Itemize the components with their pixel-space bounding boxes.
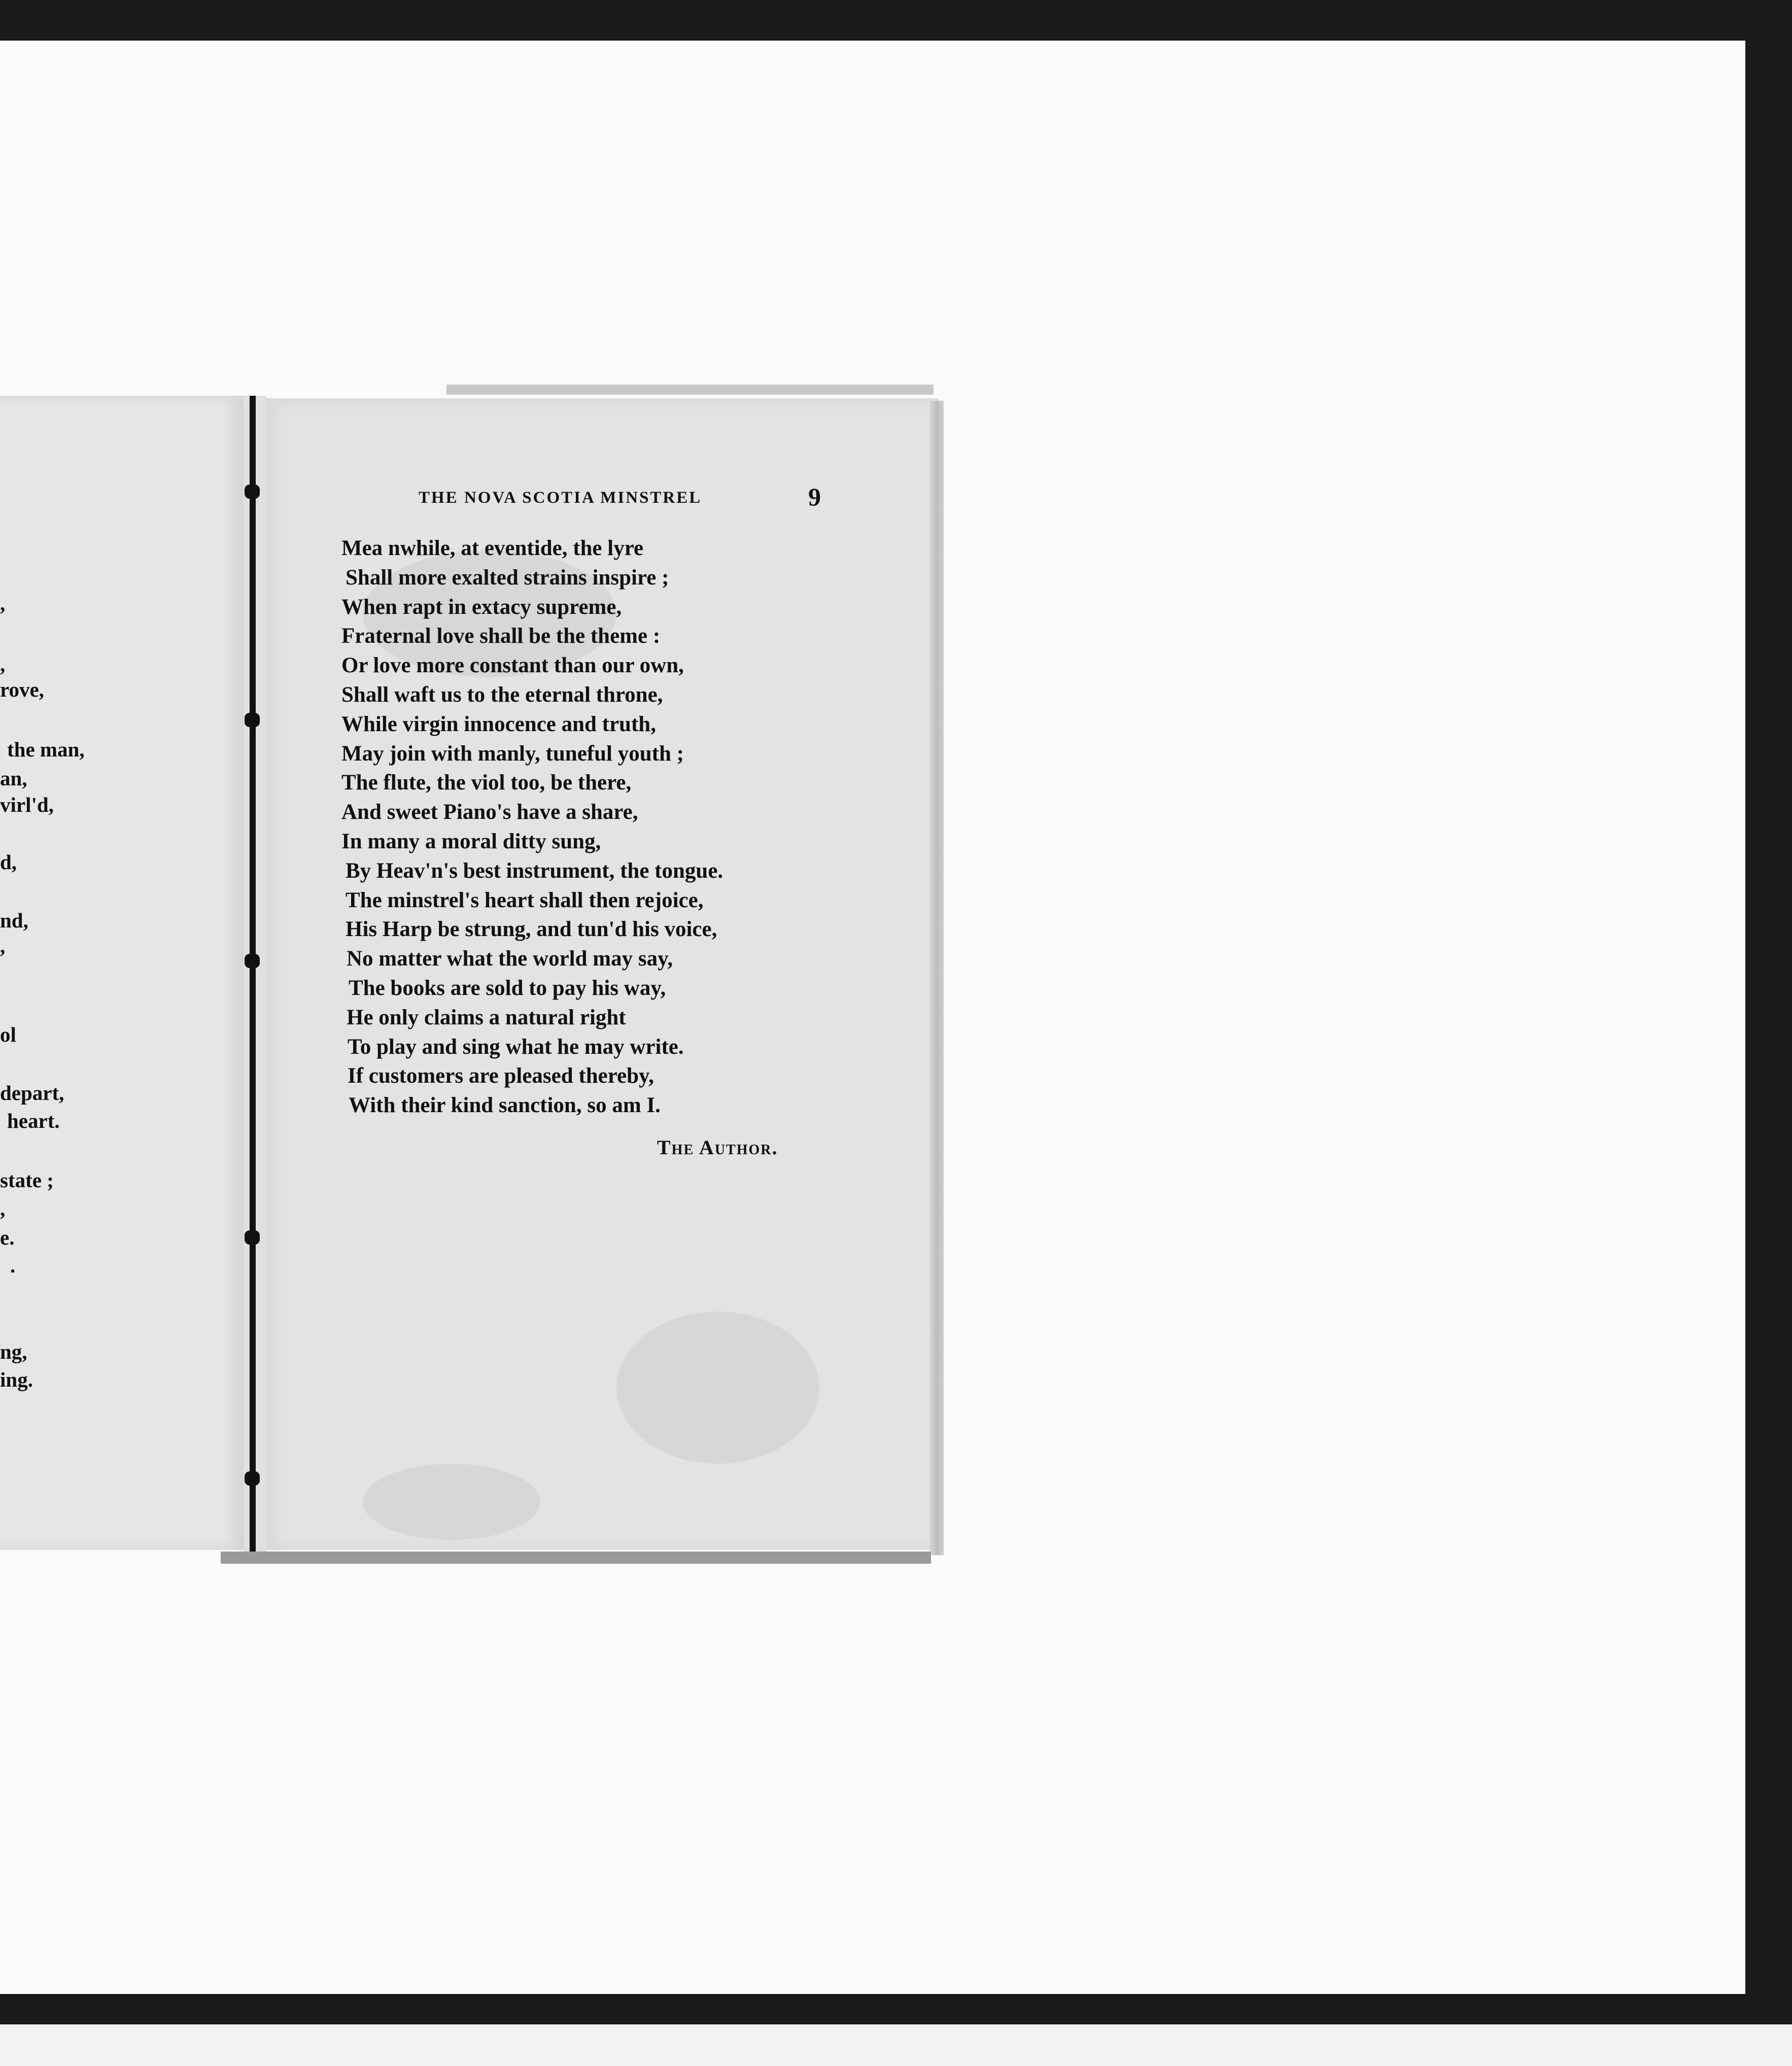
paper-smudge xyxy=(363,1464,540,1540)
binding-stitch xyxy=(245,1230,260,1245)
poem-line: May join with manly, tuneful youth ; xyxy=(341,741,684,766)
poem-line: While virgin innocence and truth, xyxy=(341,712,656,736)
left-page-fragment: rove, xyxy=(0,678,44,701)
poem-line: To play and sing what he may write. xyxy=(348,1035,684,1059)
left-page-fragment: virl'd, xyxy=(0,793,54,816)
page-number: 9 xyxy=(808,483,821,511)
next-frame-strip xyxy=(0,2024,1792,2066)
poem-line: He only claims a natural right xyxy=(347,1005,626,1029)
left-page-fragment: , xyxy=(0,934,6,957)
poem-line: The books are sold to pay his way, xyxy=(349,976,666,1000)
left-page xyxy=(0,396,244,1550)
poem-line: By Heav'n's best instrument, the tongue. xyxy=(346,858,723,883)
poem-line: No matter what the world may say, xyxy=(347,947,673,971)
poem-line: And sweet Piano's have a share, xyxy=(341,800,638,824)
binding-thread xyxy=(250,396,256,1558)
poem-line: Or love more constant than our own, xyxy=(341,653,684,678)
left-page-fragment: heart. xyxy=(7,1109,60,1132)
binding-stitch xyxy=(245,1471,260,1486)
page-bottom-edge xyxy=(221,1552,931,1564)
left-page-fragment: . xyxy=(10,1254,16,1277)
poem-line: If customers are pleased thereby, xyxy=(348,1064,654,1088)
binding-stitch xyxy=(245,485,260,499)
author-signature: The Author. xyxy=(657,1136,778,1159)
poem-line: Fraternal love shall be the theme : xyxy=(341,624,661,648)
left-page-fragment: , xyxy=(0,652,6,676)
left-page-fragment: , xyxy=(0,592,6,615)
paper-smudge xyxy=(616,1312,819,1464)
poem-line: The minstrel's heart shall then rejoice, xyxy=(346,888,704,912)
poem-line: When rapt in extacy supreme, xyxy=(341,595,622,619)
left-page-fragment: state ; xyxy=(0,1168,54,1192)
page-fore-edge xyxy=(929,401,944,1555)
poem-line: Mea nwhile, at eventide, the lyre xyxy=(341,536,644,560)
binding-stitch xyxy=(245,954,260,968)
page-top-edge xyxy=(446,385,934,395)
poem-line: The flute, the viol too, be there, xyxy=(341,771,632,795)
book-spine xyxy=(244,396,266,1558)
left-page-fragment: ng, xyxy=(0,1340,27,1363)
left-page-fragment: d, xyxy=(0,850,17,874)
left-page-fragment: ing. xyxy=(0,1368,33,1391)
poem-line: With their kind sanction, so am I. xyxy=(349,1093,661,1118)
binding-stitch xyxy=(245,713,260,727)
poem-text xyxy=(341,534,849,1120)
poem-line: Shall waft us to the eternal throne, xyxy=(341,682,663,707)
poem-line: His Harp be strung, and tun'd his voice, xyxy=(346,917,717,942)
left-page-fragment: , xyxy=(0,1197,6,1220)
left-page-fragment: depart, xyxy=(0,1081,64,1105)
left-page-fragment: ol xyxy=(0,1023,16,1046)
left-page-fragment: nd, xyxy=(0,909,28,932)
poem-line: Shall more exalted strains inspire ; xyxy=(346,565,669,590)
poem-line: In many a moral ditty sung, xyxy=(341,829,601,853)
running-title: THE NOVA SCOTIA MINSTREL xyxy=(419,489,702,507)
left-page-fragment: the man, xyxy=(7,738,85,761)
left-page-fragment: an, xyxy=(0,767,27,790)
left-page-fragment: e. xyxy=(0,1226,15,1249)
